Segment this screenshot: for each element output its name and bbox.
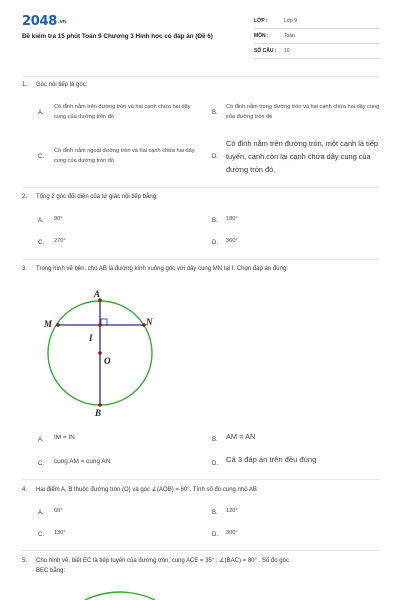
option-a[interactable]: Có đỉnh nằm trên đường tròn và hai cạnh chứa hai dây cung của đường tròn đó: [54, 104, 191, 120]
question-number: 2.: [22, 194, 28, 200]
logo-suffix: .vn: [57, 18, 66, 25]
option-letter-a[interactable]: A.: [38, 110, 44, 116]
header-divider: [22, 76, 380, 77]
label-b: B: [95, 408, 102, 418]
point-i: [98, 323, 102, 327]
option-letter-b[interactable]: B.: [212, 510, 218, 516]
option-c[interactable]: Có đỉnh nằm ngoài đường tròn và hai cạnh chứa hai dây cung của đường tròn đó: [54, 148, 195, 164]
right-angle-mark: [101, 319, 107, 325]
option-c[interactable]: cung AM = cung AN: [54, 458, 111, 465]
page-header: [0, 0, 400, 72]
option-d[interactable]: 300°: [226, 530, 238, 536]
option-b[interactable]: Có đỉnh nằm trong đường tròn và hai cạnh chứa hai dây cung của đường tròn đó: [226, 104, 380, 120]
meta-class-value[interactable]: Lớp 9: [284, 18, 298, 24]
meta-class-row: [254, 17, 380, 29]
meta-subject-label: MÔN :: [254, 33, 269, 39]
question-text: [22, 557, 289, 564]
question-text: [22, 82, 87, 88]
option-letter-a[interactable]: A.: [38, 437, 44, 443]
question-stem-continued: BEC bằng:: [36, 568, 66, 574]
option-a[interactable]: IM = IN: [54, 434, 75, 441]
option-letter-d[interactable]: D.: [212, 240, 218, 246]
option-letter-d[interactable]: D.: [212, 532, 218, 538]
exam-meta: [254, 17, 380, 62]
option-letter-b[interactable]: B.: [212, 437, 218, 443]
logo-text: 2048: [22, 14, 57, 29]
question-text: [22, 486, 257, 493]
question-number: 1.: [22, 82, 28, 88]
question-stem: Tổng 2 góc đối diện của tứ giác nội tiếp bằng:: [36, 194, 158, 200]
point-m: [56, 323, 60, 327]
meta-count-label: SỐ CÂU :: [254, 48, 277, 54]
meta-subject-row: [254, 32, 380, 44]
option-a[interactable]: 60°: [54, 508, 63, 514]
page-title: Đề kiểm tra 15 phút Toán 9 Chương 3 Hình học có đáp án (Đề 6): [22, 33, 213, 40]
label-i: I: [89, 333, 93, 343]
option-d[interactable]: Cả 3 đáp án trên đều đúng: [226, 455, 317, 464]
question-stem: Góc nội tiếp là góc:: [36, 82, 88, 88]
question-divider: [22, 187, 380, 188]
option-letter-a[interactable]: A.: [38, 510, 44, 516]
option-c[interactable]: 270°: [54, 238, 66, 244]
option-b[interactable]: AM = AN: [226, 432, 256, 441]
label-o: O: [104, 356, 111, 366]
question-stem: Trong hình vẽ bên, cho AB là đường kính vuông góc với dây cung MN tại I. Chọn đáp án đúng:: [36, 266, 288, 272]
question-divider: [22, 550, 380, 551]
option-letter-d[interactable]: D.: [212, 154, 218, 160]
option-b[interactable]: 120°: [226, 508, 238, 514]
circle-arc: [85, 592, 155, 600]
option-letter-c[interactable]: C.: [38, 532, 44, 538]
option-letter-c[interactable]: C.: [38, 154, 44, 160]
option-b[interactable]: 180°: [226, 216, 238, 222]
question-text: [22, 266, 288, 272]
question-text: [22, 194, 158, 200]
meta-count-row: [254, 47, 380, 59]
option-letter-c[interactable]: C.: [38, 240, 44, 246]
option-letter-b[interactable]: B.: [212, 110, 218, 116]
option-d[interactable]: Có đỉnh nằm trên đường tròn, một cạnh là tiếp tuyến, cạnh còn lại cạnh chứa dây cung của đường tròn đó.: [226, 139, 378, 174]
site-logo[interactable]: [22, 14, 66, 29]
question-number: 4.: [22, 487, 28, 493]
question-divider: [22, 479, 380, 480]
label-a: A: [94, 289, 101, 299]
option-letter-b[interactable]: B.: [212, 218, 218, 224]
meta-subject-value[interactable]: Toán: [284, 33, 295, 39]
option-d[interactable]: 360°: [226, 238, 238, 244]
question-stem: Hai điểm A, B thuộc đường tròn (O) và góc ∠(AOB) = 60°. Tính số đo cung nhỏ AB: [36, 487, 257, 493]
question-number: 5.: [22, 558, 28, 564]
option-a[interactable]: 90°: [54, 216, 63, 222]
geometry-figure: [30, 285, 170, 420]
question-5-figure-partial: [80, 590, 160, 600]
option-letter-a[interactable]: A.: [38, 218, 44, 224]
option-letter-d[interactable]: D.: [212, 461, 218, 467]
question-number: 3.: [22, 266, 28, 272]
option-letter-c[interactable]: C.: [38, 461, 44, 467]
label-n: N: [146, 317, 153, 327]
point-o: [98, 351, 102, 355]
question-stem: Cho hình vẽ, biết EC là tiếp tuyến của đường tròn, cung ACE = 35° ; ∠(BAC) = 80° . Số đo góc: [36, 558, 289, 564]
point-b: [98, 403, 102, 407]
meta-count-value: 10: [284, 48, 290, 54]
question-divider: [22, 259, 380, 260]
meta-class-label: LỚP :: [254, 18, 268, 24]
option-c[interactable]: 130°: [54, 530, 66, 536]
label-m: M: [44, 319, 53, 329]
